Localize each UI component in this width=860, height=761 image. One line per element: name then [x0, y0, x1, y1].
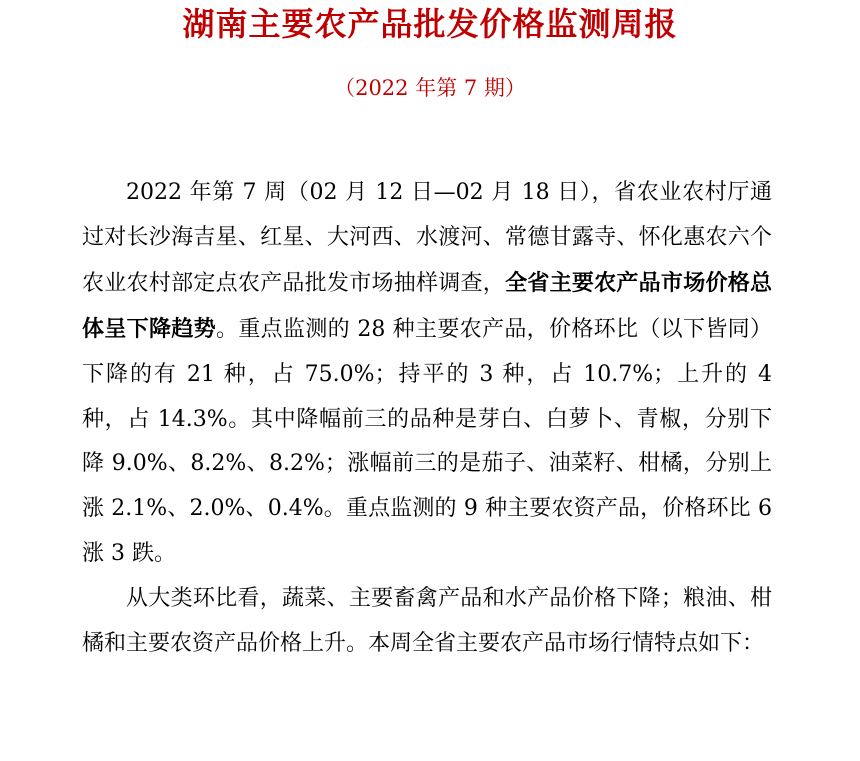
document-body: [82, 171, 772, 667]
summary-key-finding: 全省主要农产品市场价格总体呈下降趋势: [82, 269, 772, 342]
summary-paragraph: [82, 171, 772, 577]
document-title: 湖南主要农产品批发价格监测周报: [182, 5, 678, 43]
issue-number: （2022 年第 7 期）: [334, 76, 526, 100]
category-paragraph: 从大类环比看，蔬菜、主要畜禽产品和水产品价格下降；粮油、柑橘和主要农资产品价格上升。本周全省主要农产品市场行情特点如下：: [82, 586, 772, 657]
summary-intro-text: 2022 年第 7 周（02 月 12 日—02 月 18 日），省农业农村厅通过对长沙海吉星、红星、大河西、水渡河、常德甘露寺、怀化惠农六个农业农村部定点农产品批发市场抽样调查，: [82, 180, 772, 296]
summary-detail-text: 。重点监测的 28 种主要农产品，价格环比（以下皆同）下降的有 21 种，占 75.0%；持平的 3 种，占 10.7%；上升的 4 种，占 14.3%。其中降幅前三的品种是芽白、白萝卜、青椒，分别下降 9.0%、8.2%、8.2%；涨幅前三的是茄子、油菜籽、柑橘，分别上涨 2.1%、2.0%、0.4%。重点监测的 9 种主要农资产品，价格环比 6 涨 3 跌。: [82, 316, 772, 567]
